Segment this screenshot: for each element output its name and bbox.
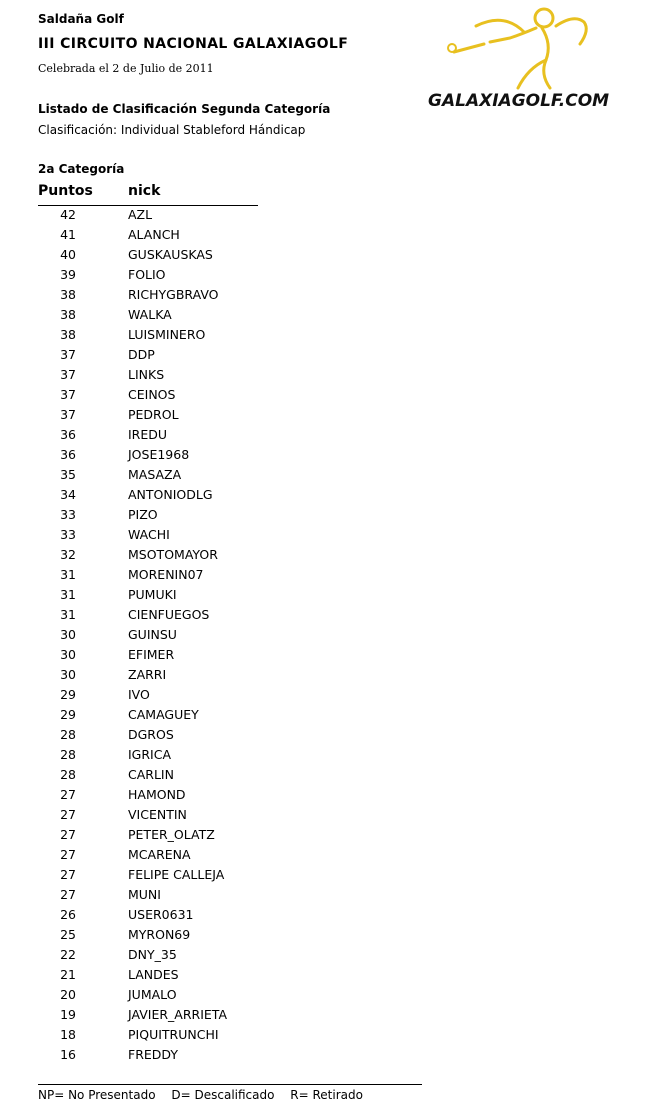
points-cell: 28 [60,767,76,782]
points-cell: 19 [60,1007,76,1022]
table-row [0,766,400,786]
table-row [0,746,400,766]
nick-cell: AZL [128,207,153,222]
points-cell: 38 [60,307,76,322]
points-cell: 25 [60,927,76,942]
nick-cell: EFIMER [128,647,175,662]
table-row [0,306,400,326]
table-row [0,406,400,426]
nick-cell: MUNI [128,887,161,902]
nick-cell: IVO [128,687,150,702]
column-header-points: Puntos [38,183,93,199]
points-cell: 41 [60,227,76,242]
points-cell: 37 [60,407,76,422]
classification-type: Clasificación: Individual Stableford Hándicap [38,123,306,137]
points-cell: 27 [60,867,76,882]
table-row [0,506,400,526]
points-cell: 38 [60,327,76,342]
points-cell: 26 [60,907,76,922]
nick-cell: LINKS [128,367,165,382]
footer-divider [38,1084,422,1085]
points-cell: 27 [60,787,76,802]
points-cell: 30 [60,647,76,662]
table-row [0,286,400,306]
table-row [0,1026,400,1046]
legend-d: D= Descalificado [171,1088,275,1102]
points-cell: 28 [60,747,76,762]
nick-cell: JOSE1968 [128,447,190,462]
points-cell: 31 [60,567,76,582]
points-cell: 29 [60,687,76,702]
nick-cell: WACHI [128,527,170,542]
nick-cell: FELIPE CALLEJA [128,867,225,882]
nick-cell: USER0631 [128,907,194,922]
table-row [0,826,400,846]
nick-cell: CAMAGUEY [128,707,199,722]
table-row [0,446,400,466]
table-row [0,326,400,346]
points-cell: 35 [60,467,76,482]
nick-cell: WALKA [128,307,172,322]
table-row [0,886,400,906]
table-row [0,266,400,286]
table-row [0,626,400,646]
table-row [0,946,400,966]
table-row [0,1006,400,1026]
table-row [0,1046,400,1066]
event-date: Celebrada el 2 de Julio de 2011 [38,62,214,75]
nick-cell: MORENIN07 [128,567,204,582]
points-cell: 33 [60,507,76,522]
points-cell: 38 [60,287,76,302]
points-cell: 29 [60,707,76,722]
nick-cell: JUMALO [128,987,177,1002]
table-row [0,906,400,926]
logo-text: GALAXIAGOLF.COM [428,91,610,111]
table-row [0,686,400,706]
nick-cell: FOLIO [128,267,166,282]
points-cell: 20 [60,987,76,1002]
nick-cell: PUMUKI [128,587,177,602]
table-row [0,726,400,746]
table-row [0,646,400,666]
nick-cell: FREDDY [128,1047,178,1062]
table-row [0,206,400,226]
points-cell: 27 [60,847,76,862]
points-cell: 18 [60,1027,76,1042]
nick-cell: JAVIER_ARRIETA [128,1007,228,1022]
table-row [0,986,400,1006]
table-row [0,966,400,986]
points-cell: 21 [60,967,76,982]
points-cell: 30 [60,627,76,642]
nick-cell: CARLIN [128,767,174,782]
table-row [0,526,400,546]
table-row [0,606,400,626]
points-cell: 30 [60,667,76,682]
table-row [0,706,400,726]
points-cell: 39 [60,267,76,282]
table-row [0,486,400,506]
legend-np: NP= No Presentado [38,1088,156,1102]
nick-cell: CIENFUEGOS [128,607,210,622]
table-row [0,366,400,386]
nick-cell: DDP [128,347,155,362]
nick-cell: LANDES [128,967,179,982]
nick-cell: RICHYGBRAVO [128,287,219,302]
nick-cell: PIQUITRUNCHI [128,1027,219,1042]
table-row [0,806,400,826]
table-row [0,566,400,586]
nick-cell: MASAZA [128,467,182,482]
table-row [0,346,400,366]
table-row [0,226,400,246]
nick-cell: ANTONIODLG [128,487,213,502]
nick-cell: MSOTOMAYOR [128,547,218,562]
table-row [0,786,400,806]
nick-cell: DNY_35 [128,947,177,962]
nick-cell: CEINOS [128,387,176,402]
table-row [0,426,400,446]
points-cell: 31 [60,607,76,622]
points-cell: 33 [60,527,76,542]
galaxiagolf-logo [424,4,632,112]
nick-cell: PEDROL [128,407,179,422]
points-cell: 28 [60,727,76,742]
nick-cell: VICENTIN [128,807,187,822]
table-row [0,926,400,946]
points-cell: 34 [60,487,76,502]
nick-cell: DGROS [128,727,174,742]
column-header-nick: nick [128,183,161,199]
points-cell: 27 [60,827,76,842]
golfer-icon [424,4,632,112]
points-cell: 27 [60,807,76,822]
table-row [0,466,400,486]
nick-cell: LUISMINERO [128,327,206,342]
legend-r: R= Retirado [290,1088,363,1102]
nick-cell: HAMOND [128,787,186,802]
nick-cell: MYRON69 [128,927,191,942]
points-cell: 16 [60,1047,76,1062]
nick-cell: IREDU [128,427,168,442]
points-cell: 22 [60,947,76,962]
points-cell: 31 [60,587,76,602]
table-row [0,546,400,566]
points-cell: 40 [60,247,76,262]
points-cell: 32 [60,547,76,562]
points-cell: 27 [60,887,76,902]
listing-title: Listado de Clasificación Segunda Categoría [38,102,331,116]
nick-cell: GUINSU [128,627,177,642]
nick-cell: PIZO [128,507,158,522]
table-row [0,246,400,266]
ranking-list [0,206,400,1066]
table-row [0,866,400,886]
nick-cell: MCARENA [128,847,191,862]
table-row [0,386,400,406]
points-cell: 36 [60,447,76,462]
points-cell: 36 [60,427,76,442]
nick-cell: GUSKAUSKAS [128,247,213,262]
nick-cell: ALANCH [128,227,180,242]
nick-cell: IGRICA [128,747,172,762]
table-row [0,586,400,606]
nick-cell: ZARRI [128,667,167,682]
points-cell: 37 [60,347,76,362]
table-row [0,846,400,866]
category-label: 2a Categoría [38,162,125,176]
club-name: Saldaña Golf [38,12,124,26]
points-cell: 42 [60,207,76,222]
points-cell: 37 [60,387,76,402]
nick-cell: PETER_OLATZ [128,827,215,842]
tournament-title: III CIRCUITO NACIONAL GALAXIAGOLF [38,36,349,52]
table-row [0,666,400,686]
points-cell: 37 [60,367,76,382]
legend [38,1088,375,1102]
